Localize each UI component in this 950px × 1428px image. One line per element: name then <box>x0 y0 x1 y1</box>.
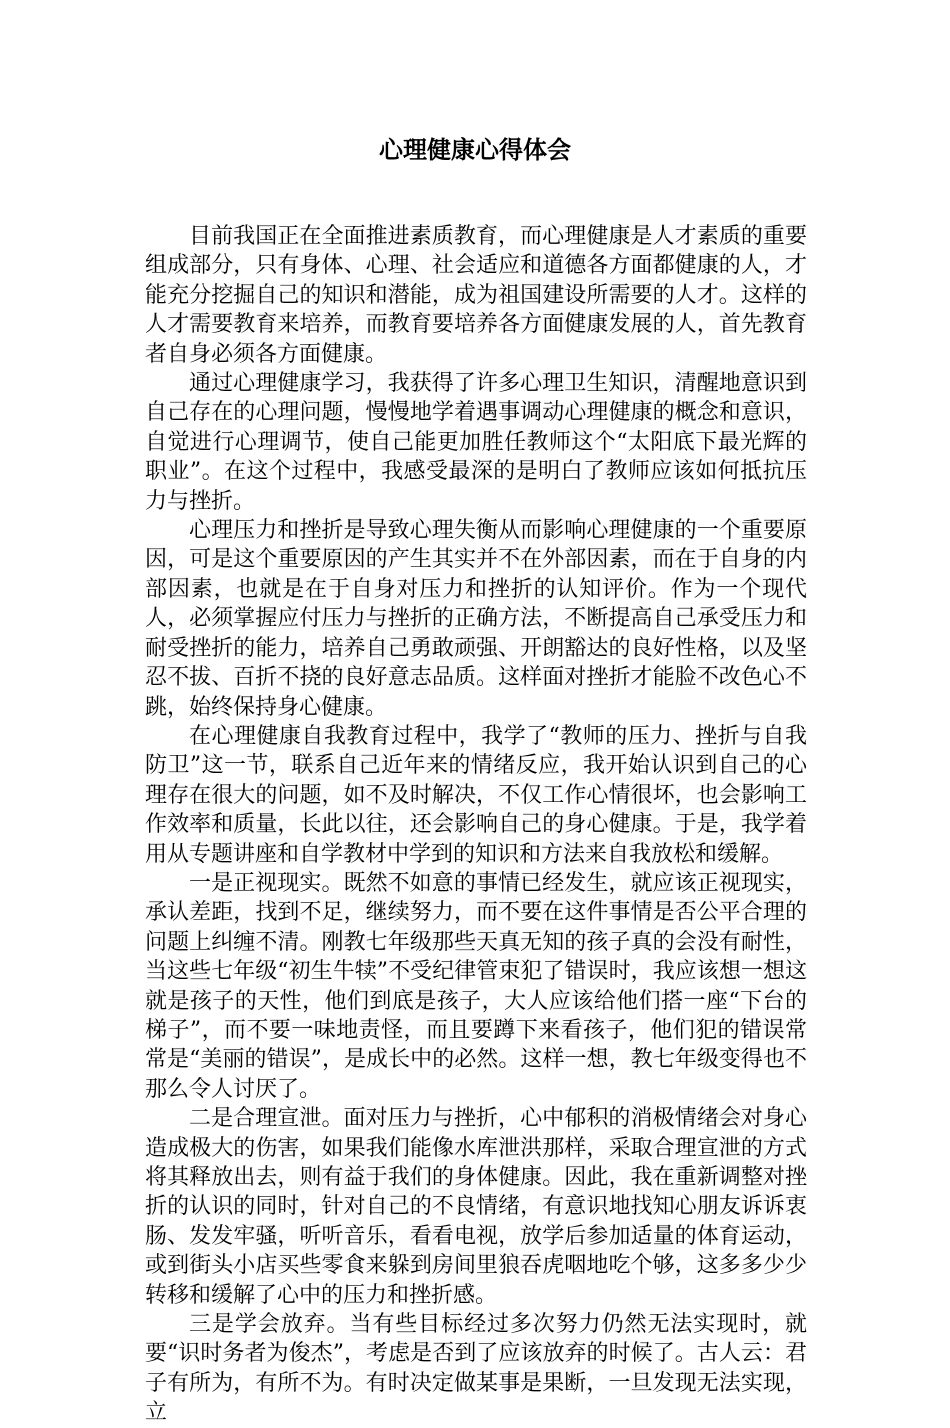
paragraph-intro: 目前我国正在全面推进素质教育，而心理健康是人才素质的重要组成部分，只有身体、心理、社会适应和道德各方面都健康的人，才能充分挖掘自己的知识和潜能，成为祖国建设所需要的人才。这样的人才需要教育来培养，而教育要培养各方面健康发展的人，首先教育者自身必须各方面健康。 <box>145 224 807 367</box>
paragraph-face-reality: 一是正视现实。既然不如意的事情已经发生，就应该正视现实，承认差距，找到不足，继续努力，而不要在这件事情是否公平合理的问题上纠缠不清。刚教七年级那些天真无知的孩子真的会没有耐性，当这些七年级“初生牛犊”不受纪律管束犯了错误时，我应该想一想这就是孩子的天性，他们到底是孩子，大人应该给他们搭一座“下台的梯子”，而不要一味地责怪，而且要蹲下来看孩子，他们犯的错误常常是“美丽的错误”，是成长中的必然。这样一想，教七年级变得也不那么令人讨厌了。 <box>145 870 807 1102</box>
document-title: 心理健康心得体会 <box>379 136 571 164</box>
paragraph-letting-go: 三是学会放弃。当有些目标经过多次努力仍然无法实现时，就要“识时务者为俊杰”，考虑是否到了应该放弃的时候了。古人云：君子有所为，有所不为。有时决定做某事是果断，一旦发现无法实现，立 <box>145 1312 807 1426</box>
paragraph-self-education: 在心理健康自我教育过程中，我学了“教师的压力、挫折与自我防卫”这一节，联系自己近年来的情绪反应，我开始认识到自己的心理存在很大的问题，如不及时解决，不仅工作心情很坏，也会影响工作效率和质量，长此以往，还会影响自己的身心健康。于是，我学着用从专题讲座和自学教材中学到的知识和方法来自我放松和缓解。 <box>145 723 807 867</box>
paragraph-stress-causes: 心理压力和挫折是导致心理失衡从而影响心理健康的一个重要原因，可是这个重要原因的产生其实并不在外部因素，而在于自身的内部因素，也就是在于自身对压力和挫折的认知评价。作为一个现代人，必须掌握应付压力与挫折的正确方法，不断提高自己承受压力和耐受挫折的能力，培养自己勇敢顽强、开朗豁达的良好性格，以及坚忍不拔、百折不挠的良好意志品质。这样面对挫折才能脸不改色心不跳，始终保持身心健康。 <box>145 518 807 720</box>
paragraph-learning: 通过心理健康学习，我获得了许多心理卫生知识，清醒地意识到自己存在的心理问题，慢慢地学着遇事调动心理健康的概念和意识，自觉进行心理调节，使自己能更加胜任教师这个“太阳底下最光辉的职业”。在这个过程中，我感受最深的是明白了教师应该如何抵抗压力与挫折。 <box>145 371 807 514</box>
paragraph-venting: 二是合理宣泄。面对压力与挫折，心中郁积的消极情绪会对身心造成极大的伤害，如果我们能像水库泄洪那样，采取合理宣泄的方式将其释放出去，则有益于我们的身体健康。因此，我在重新调整对挫折的认识的同时，针对自己的不良情绪，有意识地找知心朋友诉诉衷肠、发发牢骚，听听音乐，看看电视，放学后参加适量的体育运动，或到街头小店买些零食来躲到房间里狼吞虎咽地吃个够，这多多少少转移和缓解了心中的压力和挫折感。 <box>145 1106 807 1308</box>
document-body <box>145 222 807 1428</box>
